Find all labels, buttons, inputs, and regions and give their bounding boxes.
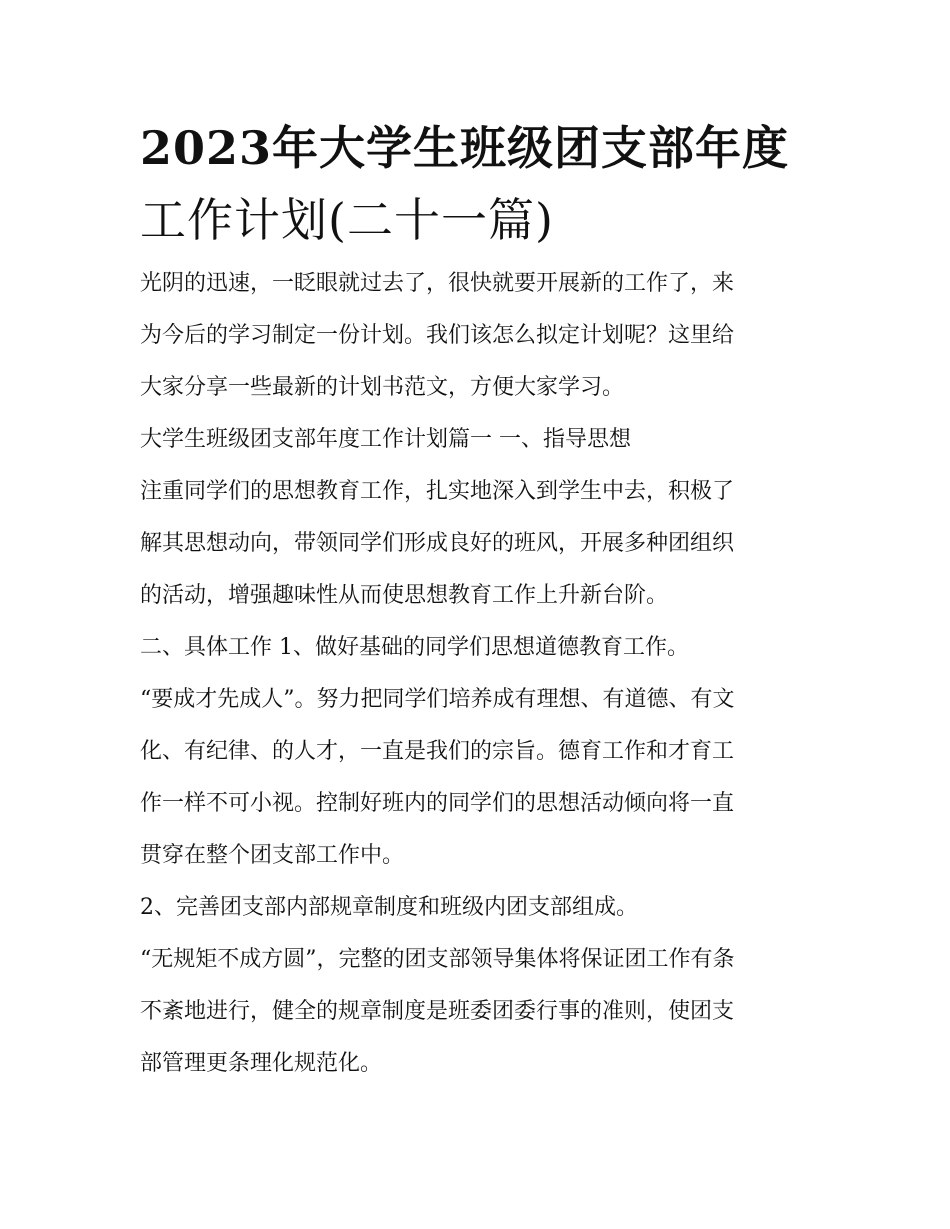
section-heading — [140, 422, 820, 474]
text-line: 贯穿在整个团支部工作中。 — [140, 843, 405, 868]
text-line: 化、有纪律、的人才，一直是我们的宗旨。德育工作和才育工 — [140, 739, 735, 764]
text-line: 二、具体工作 1、做好基础的同学们思想道德教育工作。 — [140, 635, 689, 660]
document-title — [140, 112, 820, 256]
intro-paragraph — [140, 266, 820, 422]
text-line: 大家分享一些最新的计划书范文，方便大家学习。 — [140, 375, 625, 400]
text-line: 大学生班级团支部年度工作计划篇一 一、指导思想 — [140, 427, 631, 452]
text-line: “要成才先成人”。努力把同学们培养成有理想、有道德、有文 — [140, 687, 735, 712]
text-line: 部管理更条理化规范化。 — [140, 1051, 383, 1076]
text-line: 作一样不可小视。控制好班内的同学们的思想活动倾向将一直 — [140, 791, 735, 816]
body-paragraph — [140, 474, 820, 630]
title-line: 工作计划(二十一篇) — [140, 193, 554, 247]
document-page — [140, 112, 820, 1098]
title-line: 2023年大学生班级团支部年度 — [140, 121, 790, 175]
body-paragraph — [140, 682, 820, 890]
text-line: 不紊地进行，健全的规章制度是班委团委行事的准则，使团支 — [140, 999, 735, 1024]
text-line: 解其思想动向，带领同学们形成良好的班风，开展多种团组织 — [140, 531, 735, 556]
body-paragraph — [140, 942, 820, 1098]
section-heading — [140, 630, 820, 682]
text-line: 2、完善团支部内部规章制度和班级内团支部组成。 — [140, 895, 638, 920]
text-line: 的活动，增强趣味性从而使思想教育工作上升新台阶。 — [140, 583, 669, 608]
document-body — [140, 266, 820, 1098]
section-heading — [140, 890, 820, 942]
text-line: 注重同学们的思想教育工作，扎实地深入到学生中去，积极了 — [140, 479, 735, 504]
text-line: “无规矩不成方圆”，完整的团支部领导集体将保证团工作有条 — [140, 947, 735, 972]
text-line: 为今后的学习制定一份计划。我们该怎么拟定计划呢？这里给 — [140, 323, 735, 348]
text-line: 光阴的迅速，一眨眼就过去了，很快就要开展新的工作了，来 — [140, 271, 735, 296]
